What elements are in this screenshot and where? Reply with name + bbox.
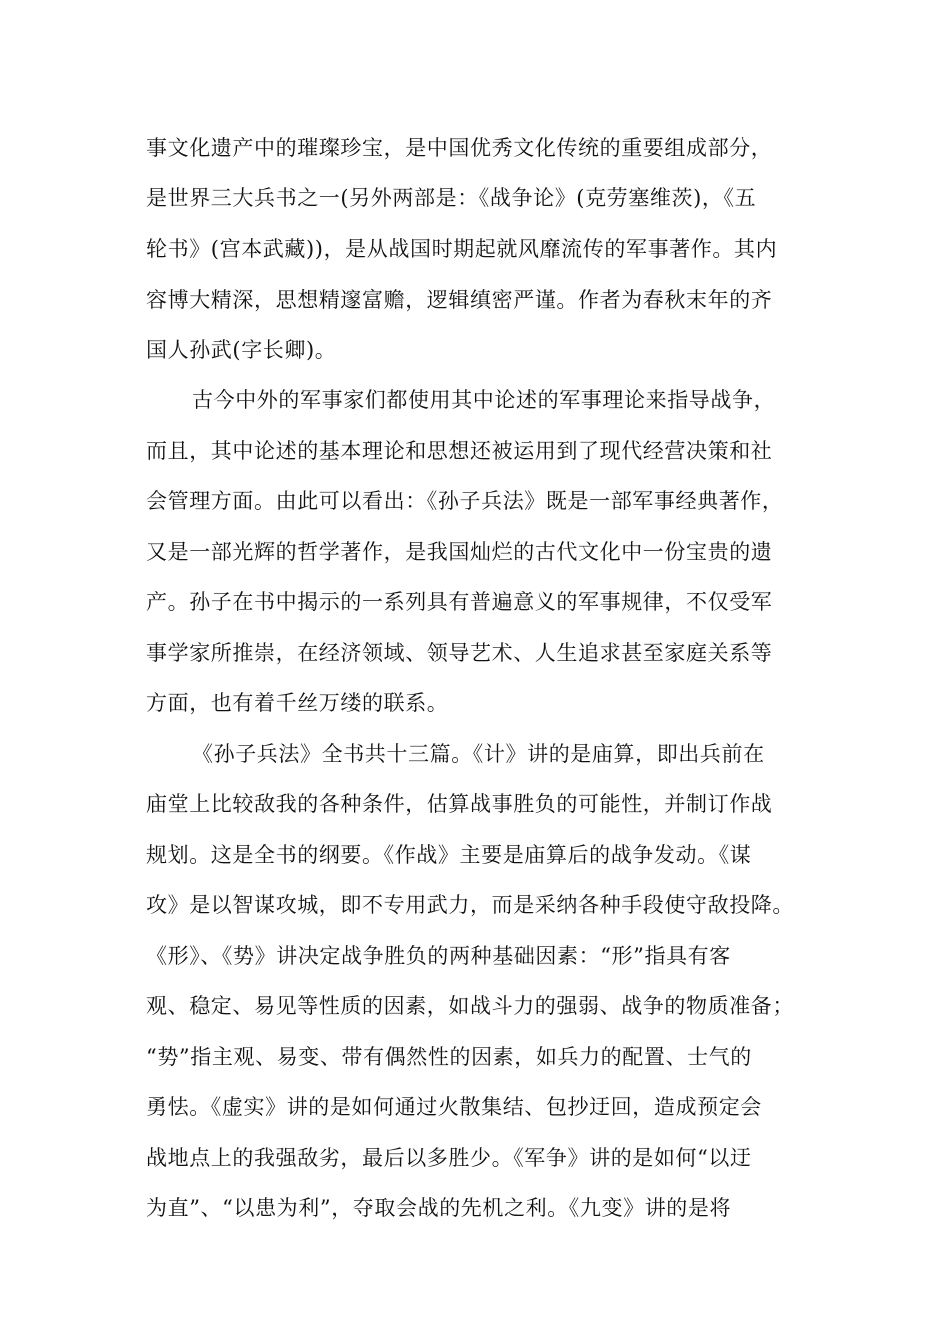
- text-line: 为直”、“以患为利”，夺取会战的先机之利。《九变》讲的是将: [146, 1196, 732, 1220]
- text-line: 是世界三大兵书之一(另外两部是：《战争论》(克劳塞维茨)，《五: [146, 186, 757, 210]
- text-line: 会管理方面。由此可以看出：《孙子兵法》既是一部军事经典著作，: [146, 489, 784, 513]
- text-line: 方面，也有着千丝万缕的联系。: [146, 691, 449, 715]
- text-line: 国人孙武(字长卿)。: [146, 338, 337, 362]
- text-line: 事学家所推崇，在经济领域、领导艺术、人生追求甚至家庭关系等: [146, 641, 773, 665]
- text-line: 而且，其中论述的基本理论和思想还被运用到了现代经营决策和社: [146, 439, 773, 463]
- text-line: 规划。这是全书的纲要。《作战》主要是庙算后的战争发动。《谋: [146, 843, 752, 867]
- text-line: 观、稳定、易见等性质的因素，如战斗力的强弱、战争的物质准备；: [146, 994, 794, 1018]
- paragraph-first-line: 古今中外的军事家们都使用其中论述的军事理论来指导战争，: [192, 388, 776, 412]
- text-line: 产。孙子在书中揭示的一系列具有普遍意义的军事规律，不仅受军: [146, 590, 773, 614]
- text-line: 攻》是以智谋攻城，即不专用武力，而是采纳各种手段使守敌投降。: [146, 893, 794, 917]
- text-line: 勇怯。《虚实》讲的是如何通过火散集结、包抄迂回，造成预定会: [146, 1095, 762, 1119]
- text-line: 又是一部光辉的哲学著作，是我国灿烂的古代文化中一份宝贵的遗: [146, 540, 773, 564]
- text-line: 战地点上的我强敌劣，最后以多胜少。《军争》讲的是如何“以迂: [146, 1146, 752, 1170]
- text-line: 事文化遗产中的璀璨珍宝，是中国优秀文化传统的重要组成部分，: [146, 136, 773, 160]
- text-line: 《形》、《势》讲决定战争胜负的两种基础因素：“形”指具有客: [146, 944, 731, 968]
- text-line: “势”指主观、易变、带有偶然性的因素，如兵力的配置、士气的: [146, 1045, 752, 1069]
- paragraph-first-line: 《孙子兵法》全书共十三篇。《计》讲的是庙算，即出兵前在: [192, 742, 765, 766]
- text-line: 轮书》(宫本武藏))，是从战国时期起就风靡流传的军事著作。其内: [146, 237, 778, 261]
- text-line: 庙堂上比较敌我的各种条件，估算战事胜负的可能性，并制订作战: [146, 792, 773, 816]
- text-line: 容博大精深，思想精邃富赡，逻辑缜密严谨。作者为春秋末年的齐: [146, 288, 773, 312]
